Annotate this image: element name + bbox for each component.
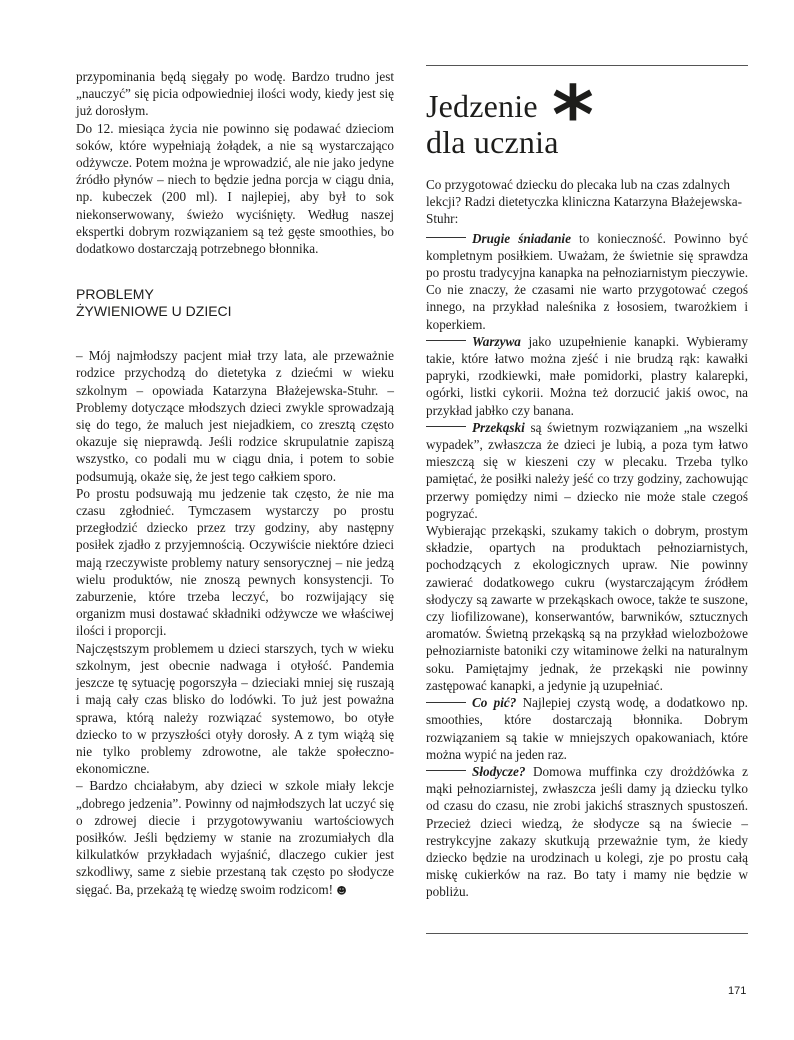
- tip-lead: Warzywa: [472, 333, 521, 349]
- tip-lead: Słodycze?: [472, 763, 526, 779]
- tip-lead: Przekąski: [472, 419, 525, 435]
- tip-text: Domowa muffinka czy drożdżówka z mąki pełnoziarnistej, zwłaszcza jeśli damy ją dziecku tylko od czasu do czasu, nie zrobi jakichś strasznych spustoszeń. Przecież dzieci wiedzą, że słodycze są na świecie – restrykcyjne zakazy skutkują przeważnie tym, że kiedy dziecko będzie na urodzinach u kolegi, zje po prostu całą miskę cukierków na raz. Bo taty i mamy nie będzie w pobliżu.: [426, 763, 748, 900]
- dash-rule: [426, 770, 466, 771]
- sidebar-title: [426, 88, 559, 160]
- left-column: [76, 68, 394, 900]
- tip-item: [426, 694, 748, 763]
- right-column: [426, 176, 748, 901]
- page-number: 171: [728, 985, 747, 997]
- tip-item: [426, 230, 748, 333]
- asterisk-icon: *: [552, 69, 594, 162]
- section-heading: [76, 286, 394, 320]
- body-paragraph: – Mój najmłodszy pacjent miał trzy lata, ale przeważnie rodzice przychodzą do dietetyka z dziećmi w wieku szkolnym – opowiada Katarzyna Błażejewska-Stuhr. – Problemy dotyczące młodszych dzieci zwykle sprowadzają się do tego, że maluch jest niejadkiem, co zresztą często okazuje się nieprawdą. Jeśli rodzice skrupulatnie zapiszą wszystko, co podali mu w ciągu dnia, i potem to sobie podsumują, okaże się, że jest tego całkiem sporo.: [76, 348, 394, 484]
- smiley-icon: ☻: [336, 885, 347, 897]
- body-paragraph: Po prostu podsuwają mu jedzenie tak często, że nie ma czasu zgłodnieć. Tymczasem wystarczy po prostu przegłodzić dziecko przez trzy godziny, aby następny posiłek zjadło z przyjemnością. Oczywiście niektóre dzieci mają rzeczywiste problemy natury sensorycznej – nie jedzą wielu produktów, nie znoszą pewnych konsystencji. To zaburzenie, które trzeba leczyć, bo rozwijający się organizm musi dostawać składniki odżywcze we właściwej ilości i proporcji.: [76, 485, 394, 639]
- closing-paragraph: [76, 777, 394, 899]
- dash-rule: [426, 426, 466, 427]
- section-heading-line: ŻYWIENIOWE U DZIECI: [76, 303, 232, 320]
- body-paragraph: przypominania będą sięgały po wodę. Bardzo trudno jest „nauczyć” się picia odpowiedniej ilości wody, kiedy jest się już dorosłym.: [76, 69, 394, 119]
- tip-text: Wybierając przekąski, szukamy takich o dobrym, prostym składzie, opartych na produktach pełnoziarnistych, pochodzących z ekologicznych upraw. Nie powinny zawierać dodatkowego cukru (wystarczającym źródłem słodyczy są zawarte w przekąskach owoce, także te suszone, czy liofilizowane), konserwantów, barwników, sztucznych aromatów. Świetną przekąską są na przykład wielozbożowe pełnoziarniste batoniki czy witaminowe żelki na naturalnym soku. Pamiętajmy jednak, że przekąski nie powinny zastępować kanapki, a jedynie ją uzupełniać.: [426, 523, 748, 693]
- section-heading-line: PROBLEMY: [76, 286, 154, 303]
- tip-lead: Drugie śniadanie: [472, 230, 571, 246]
- bottom-rule: [426, 933, 748, 934]
- dash-rule: [426, 340, 466, 341]
- dash-rule: [426, 702, 466, 703]
- tip-paragraph: [426, 522, 748, 694]
- tip-lead: Co pić?: [472, 695, 517, 711]
- sidebar-intro: Co przygotować dziecku do plecaka lub na czas zdalnych lekcji? Radzi dietetyczka kliniczna Katarzyna Błażejewska-Stuhr:: [426, 177, 742, 227]
- tip-item: [426, 333, 748, 419]
- body-paragraph: Do 12. miesiąca życia nie powinno się podawać dzieciom soków, które wypełniają żołądek, a nie są wystarczająco odżywcze. Potem można je wprowadzić, ale nie jako jedyne źródło płynów – niech to będzie jedna porcja w ciągu dnia, np. kubeczek (200 ml). I najlepiej, aby był to sok niekonserwowany, świeżo wyciśnięty. Według naszej ekspertki dobrym rozwiązaniem są też gęste smoothies, bo dodatkowo dostarczają potrzebnego błonnika.: [76, 120, 394, 257]
- tip-text: są świetnym rozwiązaniem „na wszelki wypadek”, zwłaszcza że dzieci je lubią, a poza tym łatwo mieszczą się w kieszeni czy w plecaku. Trzeba tylko pamiętać, że posiłki należy jeść co trzy godziny, zachowując przerwy pomiędzy nimi – dziecko nie może stale czegoś pogryzać.: [426, 419, 748, 521]
- dash-rule: [426, 237, 466, 238]
- body-paragraph: Najczęstszym problemem u dzieci starszych, tych w wieku szkolnym, jest obecnie nadwaga i otyłość. Pandemia jeszcze tę sytuację pogorszyła – dzieciaki mniej się ruszają i mają cały czas blisko do lodówki. To już jest poważna sprawa, którą należy rozwiązać systemowo, bo otyłe dziecko to w przyszłości otyły dorosły. A z tym wiążą się nie tylko problemy zdrowotne, ale także społeczno-ekonomiczne.: [76, 640, 394, 777]
- top-rule: [426, 65, 748, 66]
- sidebar-title-line: dla ucznia: [426, 124, 559, 160]
- tip-item: [426, 763, 748, 901]
- tip-text: jako uzupełnienie kanapki. Wybieramy takie, które łatwo można zjeść i nie brudzą rąk: kawałki papryki, rzodkiewki, małe pomidorki, plastry kalarepki, ogórki, listki cykorii. Można też dorzucić jakiś owoc, na przykład jabłko czy banana.: [426, 333, 748, 418]
- sidebar-title-line: Jedzenie: [426, 88, 538, 124]
- tip-text: Najlepiej czystą wodę, a dodatkowo np. smoothies, które dostarczają błonnika. Dobrym rozwiązaniem są takie w mniejszych opakowaniach, które można wypić na jeden raz.: [426, 695, 748, 762]
- closing-text: – Bardzo chciałabym, aby dzieci w szkole miały lekcje „dobrego jedzenia”. Powinny od najmłodszych lat uczyć się o zdrowej diecie i przygotowywaniu wartościowych posiłków. Jeśli będziemy w stanie na zrozumiałych dla kilkulatków przykładach wyjaśnić, dlaczego cukier jest szkodliwy, same z siebie przestaną tak często po słodycze sięgać. Ba, przekażą tę wiedzę swoim rodzicom!: [76, 778, 394, 897]
- tip-item: [426, 419, 748, 522]
- tip-text: to konieczność. Powinno być kompletnym posiłkiem. Uważam, że świetnie się sprawdza po prostu tradycyjna kanapka na pełnoziarnistym pieczywie. Co nie znaczy, że czasami nie warto przygotować czegoś innego, na przykład naleśnika z łososiem, twarożkiem i koperkiem.: [426, 230, 749, 332]
